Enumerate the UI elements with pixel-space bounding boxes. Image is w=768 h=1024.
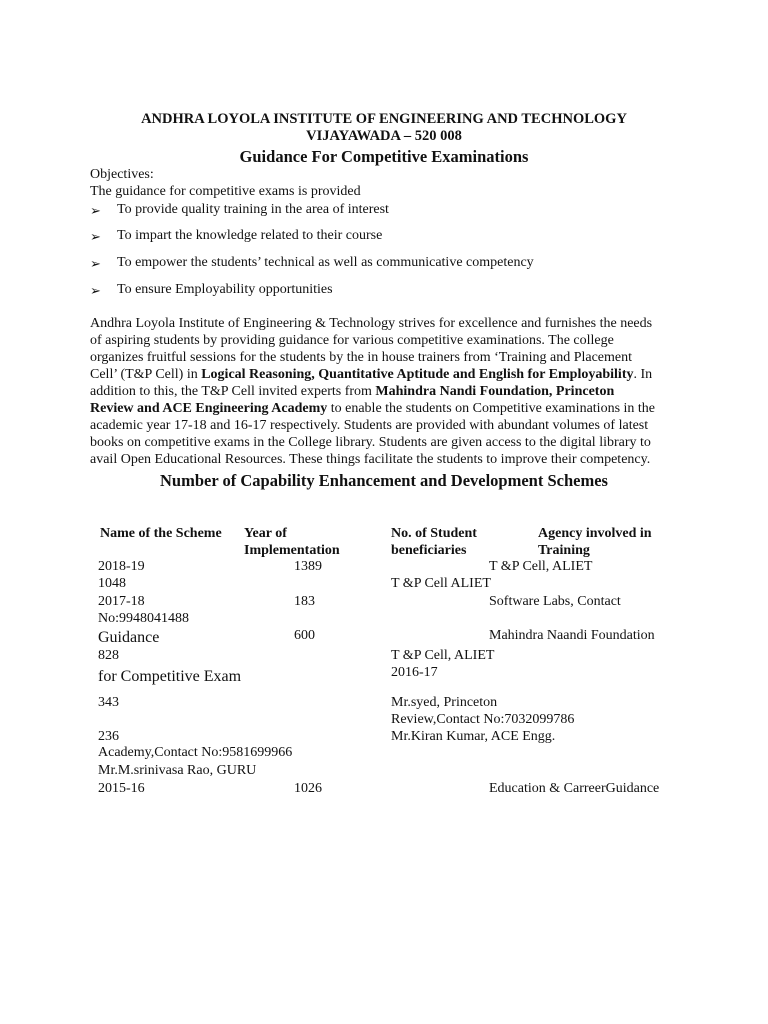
objective-item: To empower the students’ technical as well as communicative competency [117, 255, 534, 270]
table-cell: Education & CarreerGuidance [489, 781, 660, 796]
table-cell: for Competitive Exam [98, 668, 242, 685]
table-cell: T &P Cell ALIET [391, 576, 491, 591]
table-cell: 2017-18 [98, 594, 145, 609]
table-cell: 2018-19 [98, 559, 145, 574]
paragraph-line: organizes fruitful sessions for the students by the in house trainers from ‘Training and Placement [90, 350, 633, 365]
institute-name: ANDHRA LOYOLA INSTITUTE OF ENGINEERING AND TECHNOLOGY [141, 111, 627, 127]
table-cell: 1389 [294, 559, 322, 574]
header-agency: Training [538, 543, 590, 558]
table-cell: 183 [294, 594, 315, 609]
table-cell: 2015-16 [98, 781, 145, 796]
paragraph-line: of aspiring students by providing guidance for various competitive examinations. The college [90, 333, 614, 348]
header-students: beneficiaries [391, 543, 467, 558]
paragraph-line [90, 366, 680, 383]
table-cell: Review,Contact No:7032099786 [391, 712, 575, 727]
institute-address: VIJAYAWADA – 520 008 [306, 128, 462, 144]
table-cell: T &P Cell, ALIET [391, 648, 495, 663]
objective-item: To impart the knowledge related to their course [117, 228, 383, 243]
page-title: Guidance For Competitive Examinations [239, 147, 529, 166]
paragraph-line: Andhra Loyola Institute of Engineering & Technology strives for excellence and furnishes the needs [90, 316, 653, 331]
description-paragraph [90, 315, 680, 468]
table-cell: 2016-17 [391, 665, 438, 680]
table-cell: Mr.M.srinivasa Rao, GURU [98, 763, 257, 778]
paragraph-text: . In [633, 367, 653, 382]
paragraph-emphasis: Logical Reasoning, Quantitative Aptitude and English for Employability [201, 367, 634, 382]
table-cell: Mr.syed, Princeton [391, 695, 498, 710]
bullet-arrow-icon: ➢ [90, 203, 101, 218]
header-students: No. of Student [391, 526, 477, 541]
paragraph-line: academic year 17-18 and 16-17 respectively. Students are provided with abundant volumes of latest [90, 418, 649, 433]
table-cell: Academy,Contact No:9581699966 [98, 745, 293, 760]
table-cell: Guidance [98, 629, 160, 646]
section-title: Number of Capability Enhancement and Development Schemes [160, 471, 608, 490]
objective-item: To ensure Employability opportunities [117, 282, 333, 297]
table-cell: 1026 [294, 781, 322, 796]
bullet-arrow-icon: ➢ [90, 283, 101, 298]
paragraph-line [90, 400, 680, 417]
bullet-arrow-icon: ➢ [90, 229, 101, 244]
table-cell: 236 [98, 729, 119, 744]
table-cell: T &P Cell, ALIET [489, 559, 593, 574]
objectives-label: Objectives: [90, 167, 154, 182]
bullet-arrow-icon: ➢ [90, 256, 101, 271]
table-cell: Software Labs, Contact [489, 594, 621, 609]
paragraph-line: books on competitive exams in the College library. Students are given access to the digital library to [90, 435, 651, 450]
header-year: Implementation [244, 543, 340, 558]
table-cell: 1048 [98, 576, 126, 591]
paragraph-text: addition to this, the T&P Cell invited experts from [90, 384, 376, 399]
header-scheme: Name of the Scheme [100, 526, 222, 541]
table-cell: Mahindra Naandi Foundation [489, 628, 655, 643]
paragraph-emphasis: Mahindra Nandi Foundation, Princeton [375, 384, 615, 399]
table-cell: 600 [294, 628, 315, 643]
paragraph-text: to enable the students on Competitive examinations in the [327, 401, 656, 416]
table-cell: 343 [98, 695, 119, 710]
paragraph-line: avail Open Educational Resources. These things facilitate the students to improve their competency. [90, 452, 651, 467]
header-agency: Agency involved in [538, 526, 652, 541]
header-year: Year of [244, 526, 287, 541]
objectives-intro: The guidance for competitive exams is provided [90, 184, 361, 199]
paragraph-text: Cell’ (T&P Cell) in [90, 367, 202, 382]
paragraph-emphasis: Review and ACE Engineering Academy [90, 401, 328, 416]
paragraph-line [90, 383, 680, 400]
objective-item: To provide quality training in the area of interest [117, 202, 389, 217]
table-cell: 828 [98, 648, 119, 663]
table-cell: No:9948041488 [98, 611, 189, 626]
table-cell: Mr.Kiran Kumar, ACE Engg. [391, 729, 556, 744]
